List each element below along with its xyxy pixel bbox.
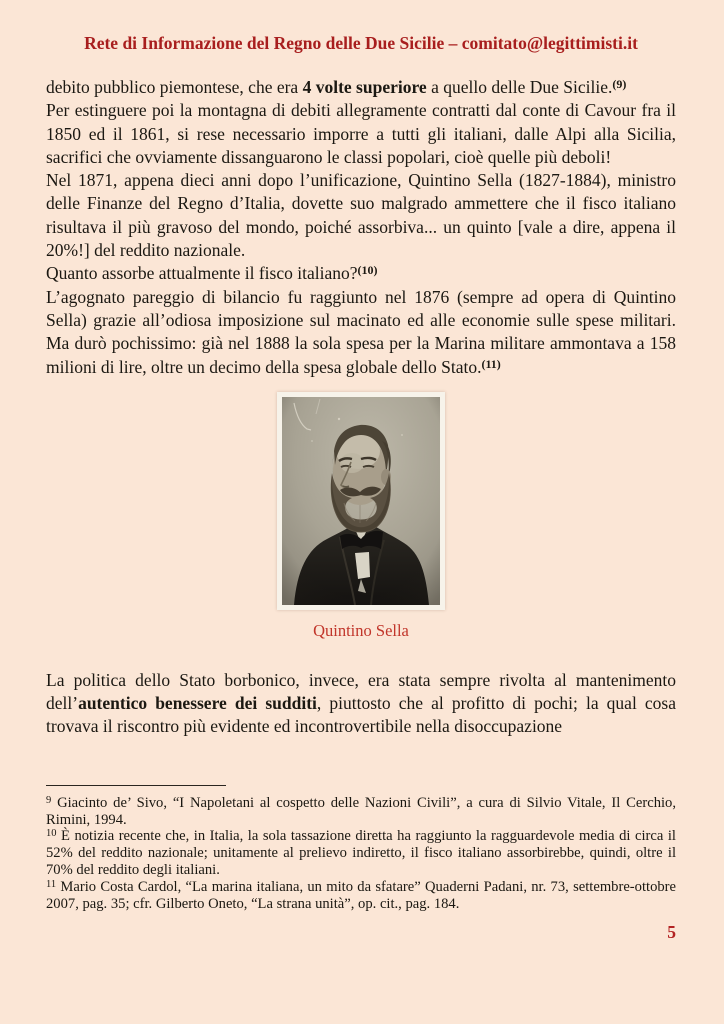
bold-emphasis: autentico benessere dei sudditi	[78, 693, 317, 714]
footnote-text: Giacinto de’ Sivo, “I Napoletani al cospetto delle Nazioni Civili”, a cura di Silvio Vitale, Il Cerchio, Rimini, 1994.	[46, 794, 676, 828]
footnote-marker: 11	[46, 878, 57, 890]
paragraph-6-text: La politica dello Stato borbonico, invece, era stata sempre rivolta al mantenimento dell’	[46, 669, 676, 714]
paragraph-1	[46, 76, 676, 99]
footnote-11	[46, 879, 676, 913]
paragraph-1-text: debito pubblico piemontese, che era	[46, 77, 303, 97]
paragraph-6-text: , piuttosto che al profitto di pochi; la qual cosa trovava il riscontro più evidente ed incontrovertibile nella disoccupazione	[46, 693, 676, 737]
footnotes-section	[46, 785, 676, 913]
page-number: 5	[667, 922, 676, 943]
portrait-figure	[46, 392, 676, 640]
portrait-illustration	[282, 397, 440, 605]
footnote-10	[46, 828, 676, 878]
body-text	[46, 76, 676, 379]
footnote-ref-11: (11)	[481, 356, 501, 371]
paragraph-4-text: Quanto assorbe attualmente il fisco italiano?	[46, 263, 358, 284]
footnote-9	[46, 795, 676, 829]
paragraph-4	[46, 262, 676, 285]
quintino-sella-photo	[277, 392, 445, 610]
photo-caption: Quintino Sella	[313, 620, 409, 640]
paragraph-3: Nel 1871, appena dieci anni dopo l’unificazione, Quintino Sella (1827-1884), ministro delle Finanze del Regno d’Italia, dovette suo malgrado ammettere che il fisco italiano risultava il più gravoso del mondo, poiché assorbiva... un quinto [vale a dire, appena il 20%!] del reddito nazionale.	[46, 170, 676, 261]
footnote-marker: 10	[46, 828, 57, 840]
paragraph-5-text: L’agognato pareggio di bilancio fu raggiunto nel 1876 (sempre ad opera di Quintino Sella) grazie all’odiosa imposizione sul macinato ed alle economie sulle spese militari. Ma durò pochissimo: già nel 1888 la sola spesa per la Marina militare ammontava a 158 milioni di lire, oltre un decimo della spesa globale dello Stato.	[46, 286, 676, 377]
body-text-after-figure	[46, 669, 676, 739]
paragraph-2: Per estinguere poi la montagna di debiti allegramente contratti dal conte di Cavour fra il 1850 ed il 1861, si rese necessario imporre a tutti gli italiani, dalle Alpi alla Sicilia, sacrifici che ovviamente dissanguarono le classi popolari, cioè quelle più deboli!	[46, 100, 676, 167]
footnote-marker: 9	[46, 794, 52, 806]
paragraph-1-text: a quello delle Due Sicilie.	[426, 77, 613, 97]
paragraph-6	[46, 669, 676, 739]
footnote-text: Mario Costa Cardol, “La marina italiana, un mito da sfatare” Quaderni Padani, nr. 73, settembre-ottobre 2007, pag. 35; cfr. Gilberto Oneto, “La strana unità”, op. cit., pag. 184.	[46, 878, 676, 912]
footnote-text: È notizia recente che, in Italia, la sola tassazione diretta ha raggiunto la ragguardevole media di circa il 52% del reddito nazionale; unitamente al prelievo indiretto, il fisco italiano assorbirebbe, quindi, oltre il 70% del reddito degli italiani.	[46, 828, 676, 878]
page-header: Rete di Informazione del Regno delle Due Sicilie – comitato@legittimisti.it	[84, 33, 638, 53]
footnote-separator	[46, 785, 226, 786]
footnote-ref-9: (9)	[612, 77, 627, 91]
bold-emphasis: 4 volte superiore	[302, 77, 427, 97]
footnote-ref-10: (10)	[357, 263, 378, 278]
paragraph-5	[46, 286, 676, 379]
